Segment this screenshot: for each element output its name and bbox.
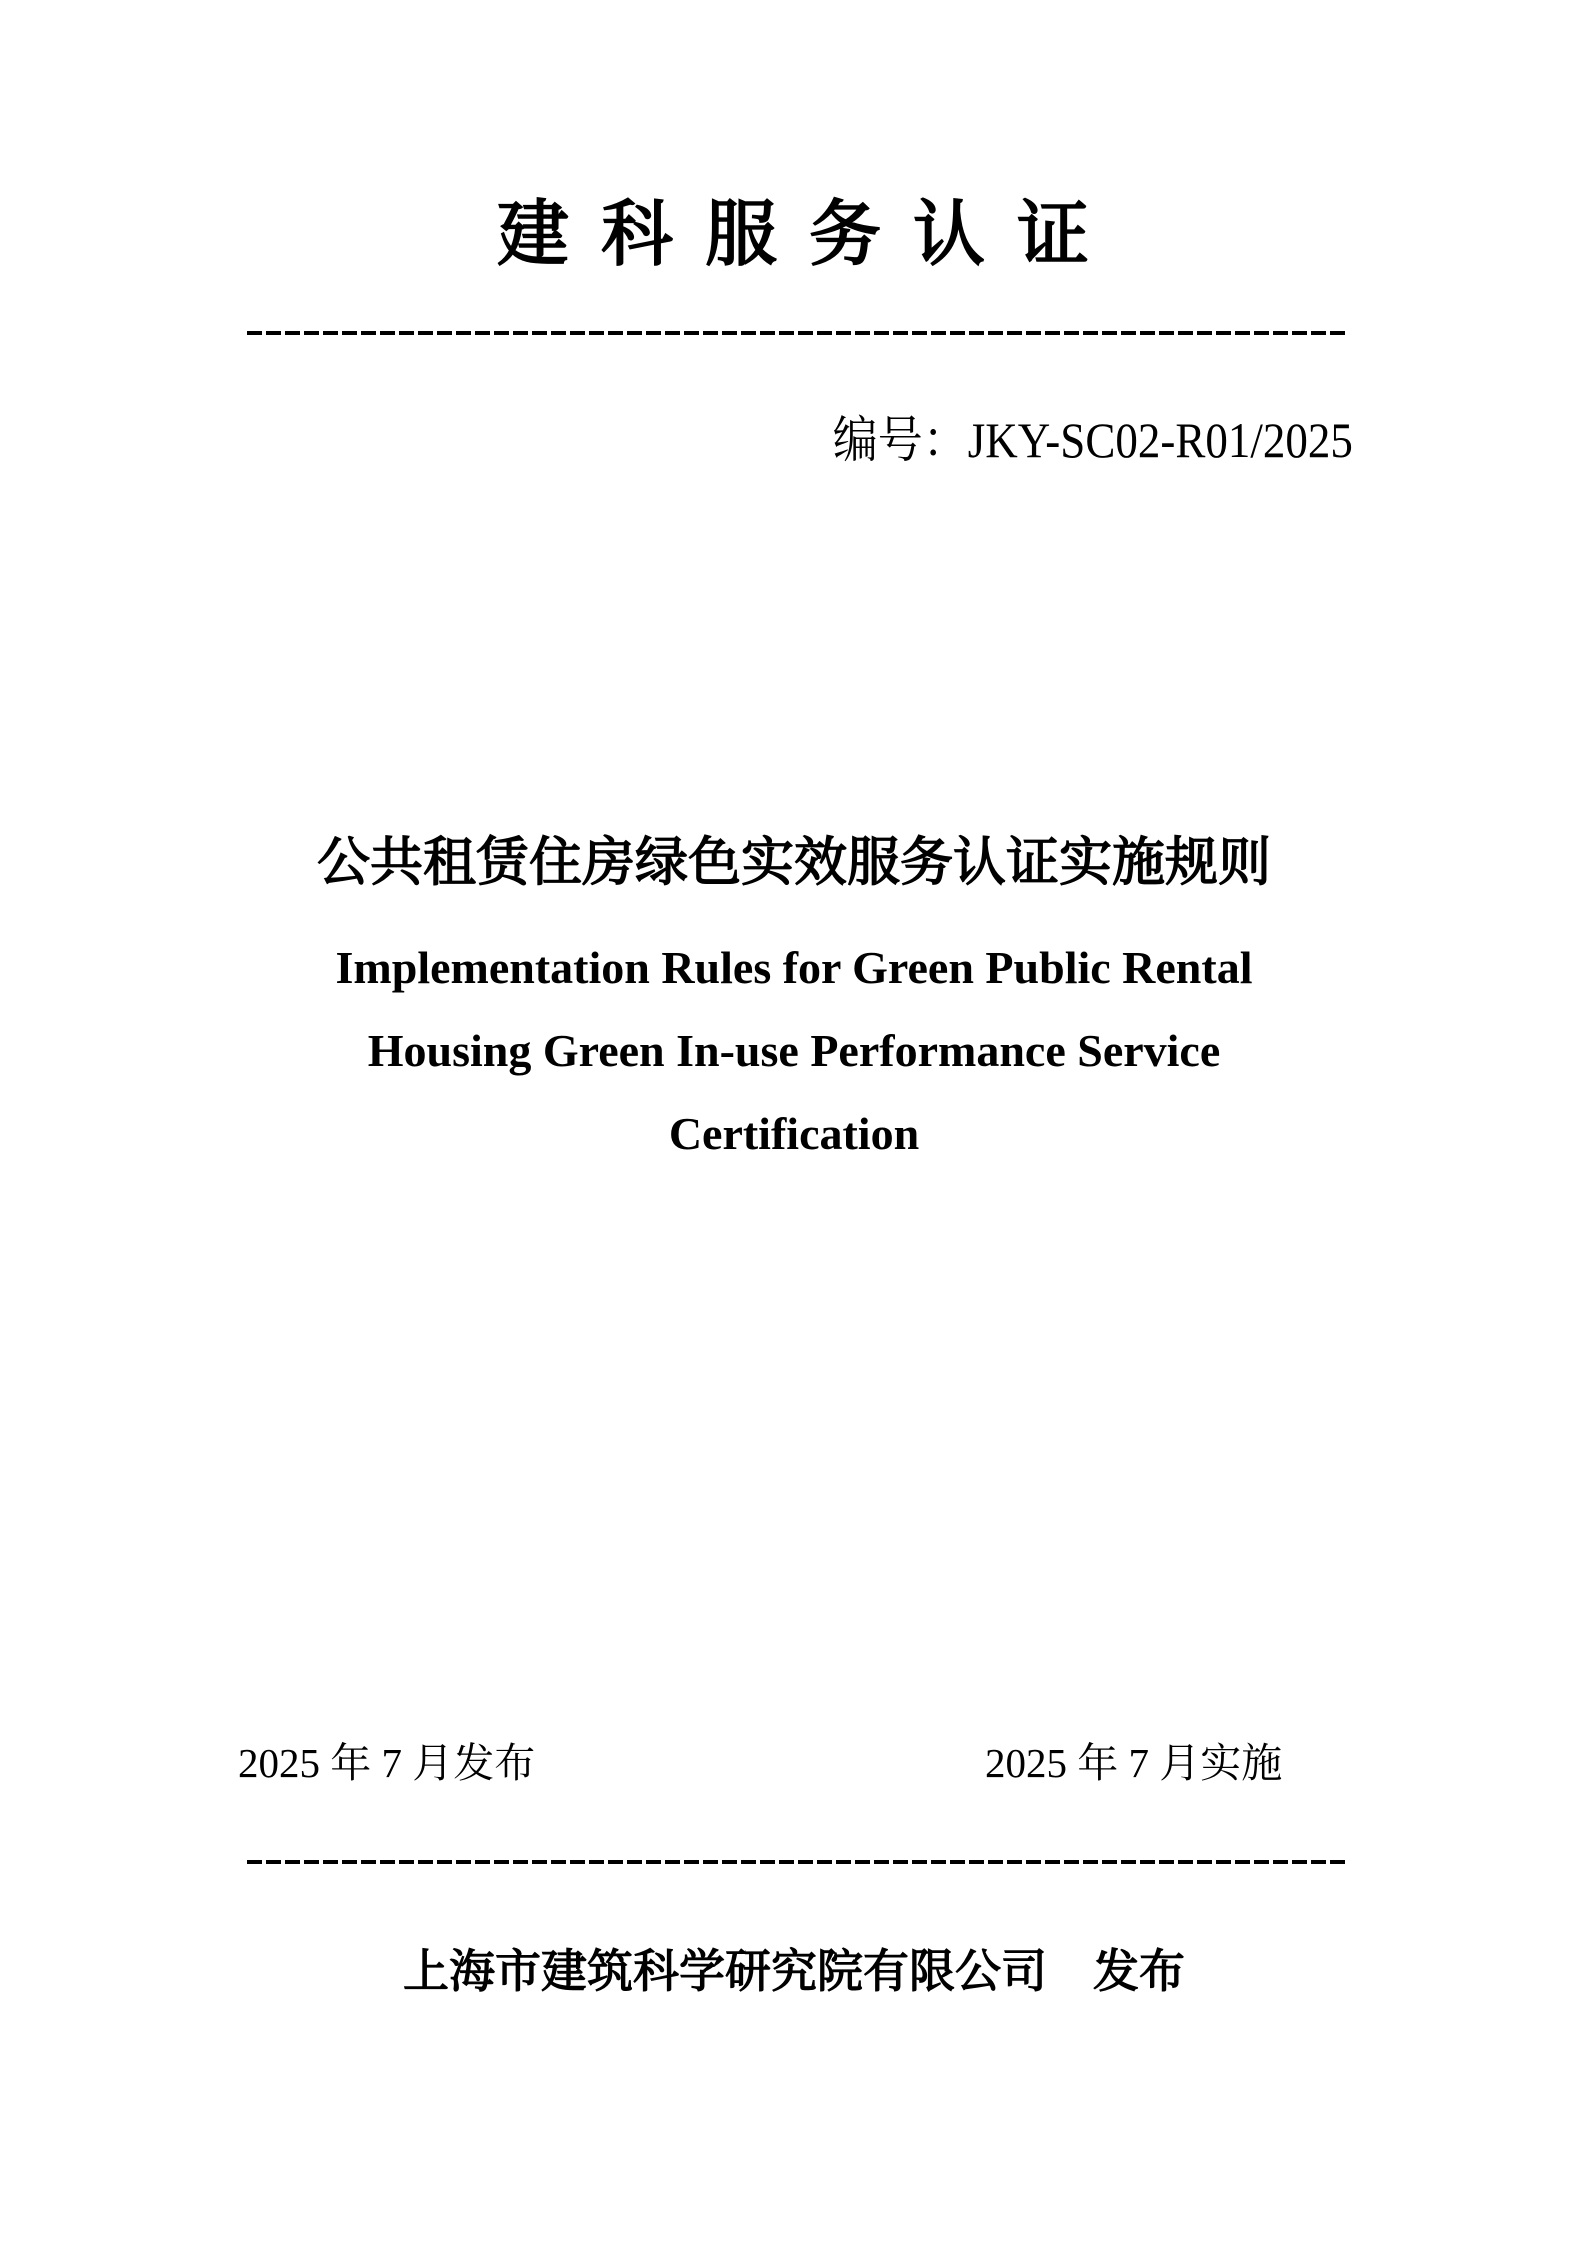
document-title-english-line-2: Housing Green In-use Performance Service [367, 1025, 1221, 1076]
document-title-english-line-3: Certification [668, 1108, 920, 1159]
document-number-value: JKY-SC02-R01/2025 [967, 412, 1353, 468]
document-title-english [0, 926, 1588, 1175]
document-number-line [833, 412, 1353, 468]
document-title-english-line-1: Implementation Rules for Green Public Rental [335, 942, 1253, 993]
implementation-date: 2025 年 7 月实施 [985, 1740, 1283, 1786]
release-date: 2025 年 7 月发布 [238, 1740, 536, 1786]
document-number-label: 编号： [832, 412, 968, 468]
certification-mark-title: 建 科 服 务 认 证 [496, 195, 1092, 275]
document-title-chinese: 公共租赁住房绿色实效服务认证实施规则 [317, 833, 1271, 892]
top-dashed-divider [247, 331, 1349, 335]
publisher-line: 上海市建筑科学研究院有限公司 发布 [403, 1945, 1185, 1997]
bottom-dashed-divider [247, 1860, 1349, 1864]
